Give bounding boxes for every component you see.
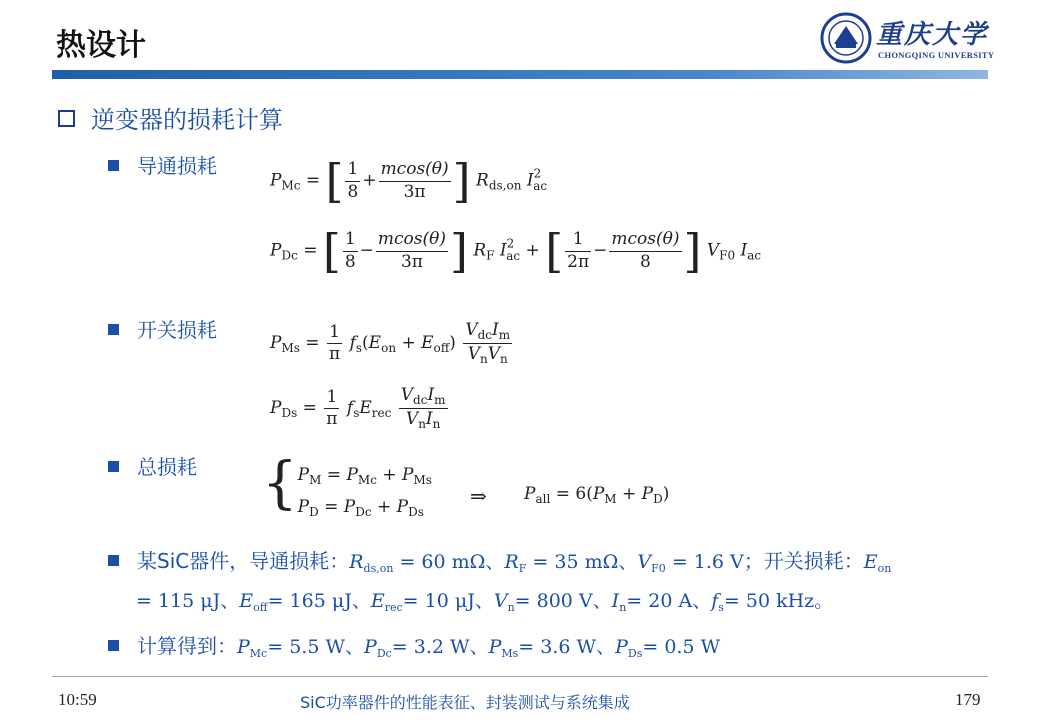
university-logo [820,12,1000,64]
bullet-conduction [108,150,217,179]
formula-pmc: $P_{Mc}$ = [ $\frac{1}{8}$ + $\frac{mcos(\theta)}{3\pi}$ ] $R_{ds,on}$ $I^2_{ac}$ [270,154,548,208]
formula-pdc: $P_{Dc}$ = [ $\frac{1}{8}$ − $\frac{mcos(\theta)}{3\pi}$ ] $R_F$ $I^2_{ac}$ + [ $\frac{1}{2\pi}$ − $\frac{mcos(\theta)}{8}$ ] $V_{F0}$ $I_{ac}$ [270,224,762,278]
title-underline-bar [52,70,988,79]
square-bullet-icon [108,160,119,171]
square-bullet-icon [108,640,119,651]
page-number: 179 [955,690,981,709]
section-heading [58,100,283,135]
footer-title: SiC功率器件的性能表征、封装测试与系统集成 [300,693,630,712]
logo-chinese-name: 重庆大学 [876,20,989,50]
section-title: 逆变器的损耗计算 [91,106,283,134]
formula-pds: $P_{Ds}$ = $\frac{1}{\pi}$ $f_sE_{rec}$ $\frac{V_{dc}I_m}{V_nI_n}$ [270,385,446,431]
calculation-results: 计算得到：$P_{Mc}= 5.5$ W、$P_{Dc}= 3.2$ W、$P_{Ms}= 3.6$ W、$P_{Ds}= 0.5$ W [108,630,720,660]
square-bullet-icon [108,461,119,472]
university-seal-icon [820,12,872,64]
square-bullet-icon [108,555,119,566]
logo-english-name: CHONGQING UNIVERSITY [878,50,995,60]
page-title: 热设计 [56,28,146,63]
footer-divider [52,676,988,677]
formula-pms: $P_{Ms}$ = $\frac{1}{\pi}$ $f_s(E_{on} + E_{off})$ $\frac{V_{dc}I_m}{V_nV_n}$ [270,320,511,366]
bullet-switching-label: 开关损耗 [137,318,217,342]
device-parameters-line1: 某SiC器件，导通损耗：$R_{ds,on} = 60$ mΩ、$R_F = 35$ mΩ、$V_{F0} = 1.6$ V；开关损耗：$E_{on}$ [108,545,891,575]
square-bullet-icon [108,324,119,335]
bullet-total [108,451,197,480]
formula-pall: $P_{all} = 6(P_M + P_D)$ [524,484,670,506]
footer-time: 10:59 [58,690,97,709]
hollow-square-bullet-icon [58,110,75,127]
device-parameters-line2: = 115 μJ、$E_{off}= 165$ μJ、$E_{rec}= 10$ μJ、$V_n= 800$ V、$I_n= 20$ A、$f_s= 50$ kHz。 [136,590,834,614]
formula-total-system: { $P_M = P_{Mc} + P_{Ms}$ $P_D = P_{Dc} + P_{Ds}$ [262,451,432,519]
implies-arrow: ⇒ [470,484,487,508]
bullet-conduction-label: 导通损耗 [137,154,217,178]
bullet-total-label: 总损耗 [137,455,197,479]
bullet-switching [108,314,217,343]
